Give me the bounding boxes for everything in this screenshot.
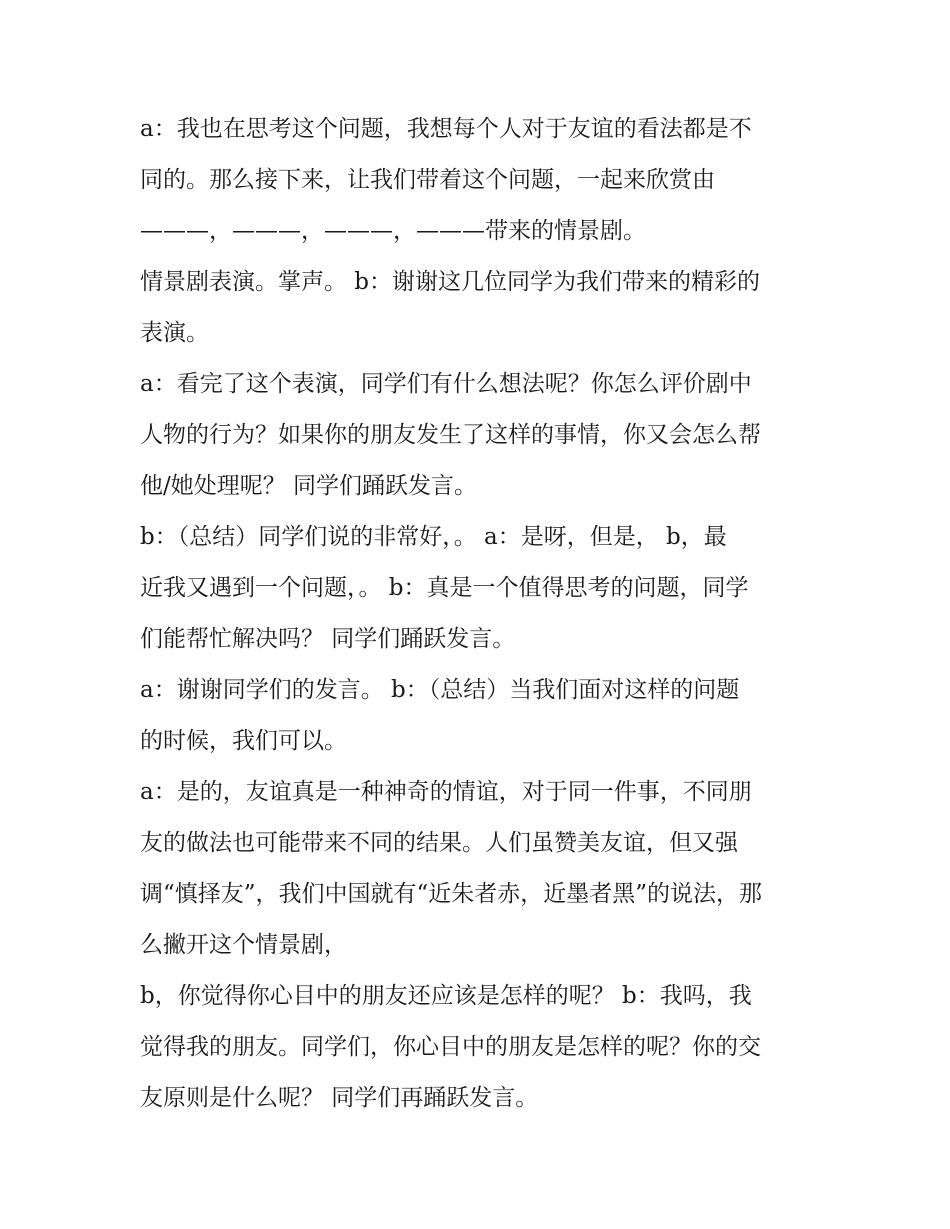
text-line: b，你觉得你心目中的朋友还应该是怎样的呢？ b：我吗，我 bbox=[140, 983, 752, 1009]
text-line: 他/她处理呢？ 同学们踊跃发言。 bbox=[140, 473, 478, 499]
text-line: 觉得我的朋友。同学们，你心目中的朋友是怎样的呢？你的交 bbox=[140, 1034, 761, 1060]
script-text bbox=[140, 104, 830, 1124]
text-line: 的时候，我们可以。 bbox=[140, 728, 347, 754]
text-line: 表演。 bbox=[140, 320, 209, 346]
text-line: 么撇开这个情景剧， bbox=[140, 932, 347, 958]
text-line: a：我也在思考这个问题，我想每个人对于友谊的看法都是不 bbox=[140, 116, 752, 142]
text-line: 人物的行为？如果你的朋友发生了这样的事情，你又会怎么帮 bbox=[140, 422, 761, 448]
text-line: a：看完了这个表演，同学们有什么想法呢？你怎么评价剧中 bbox=[140, 371, 752, 397]
text-line: ———，———，———，———带来的情景剧。 bbox=[140, 218, 646, 244]
text-line: 调“慎择友”，我们中国就有“近朱者赤，近墨者黑”的说法，那 bbox=[140, 881, 763, 907]
text-line: 同的。那么接下来，让我们带着这个问题，一起来欣赏由 bbox=[140, 167, 715, 193]
text-line: b：（总结）同学们说的非常好，。 a：是呀，但是， b，最 bbox=[140, 524, 727, 550]
text-line: 情景剧表演。掌声。 b：谢谢这几位同学为我们带来的精彩的 bbox=[140, 269, 761, 295]
text-line: 友的做法也可能带来不同的结果。人们虽赞美友谊，但又强 bbox=[140, 830, 738, 856]
text-line: a：谢谢同学们的发言。 b：（总结）当我们面对这样的问题 bbox=[140, 677, 740, 703]
text-line: 友原则是什么呢？ 同学们再踊跃发言。 bbox=[140, 1085, 539, 1111]
text-line: a：是的，友谊真是一种神奇的情谊，对于同一件事，不同朋 bbox=[140, 779, 752, 805]
text-line: 近我又遇到一个问题，。 b：真是一个值得思考的问题，同学 bbox=[140, 575, 749, 601]
text-line: 们能帮忙解决吗？ 同学们踊跃发言。 bbox=[140, 626, 516, 652]
